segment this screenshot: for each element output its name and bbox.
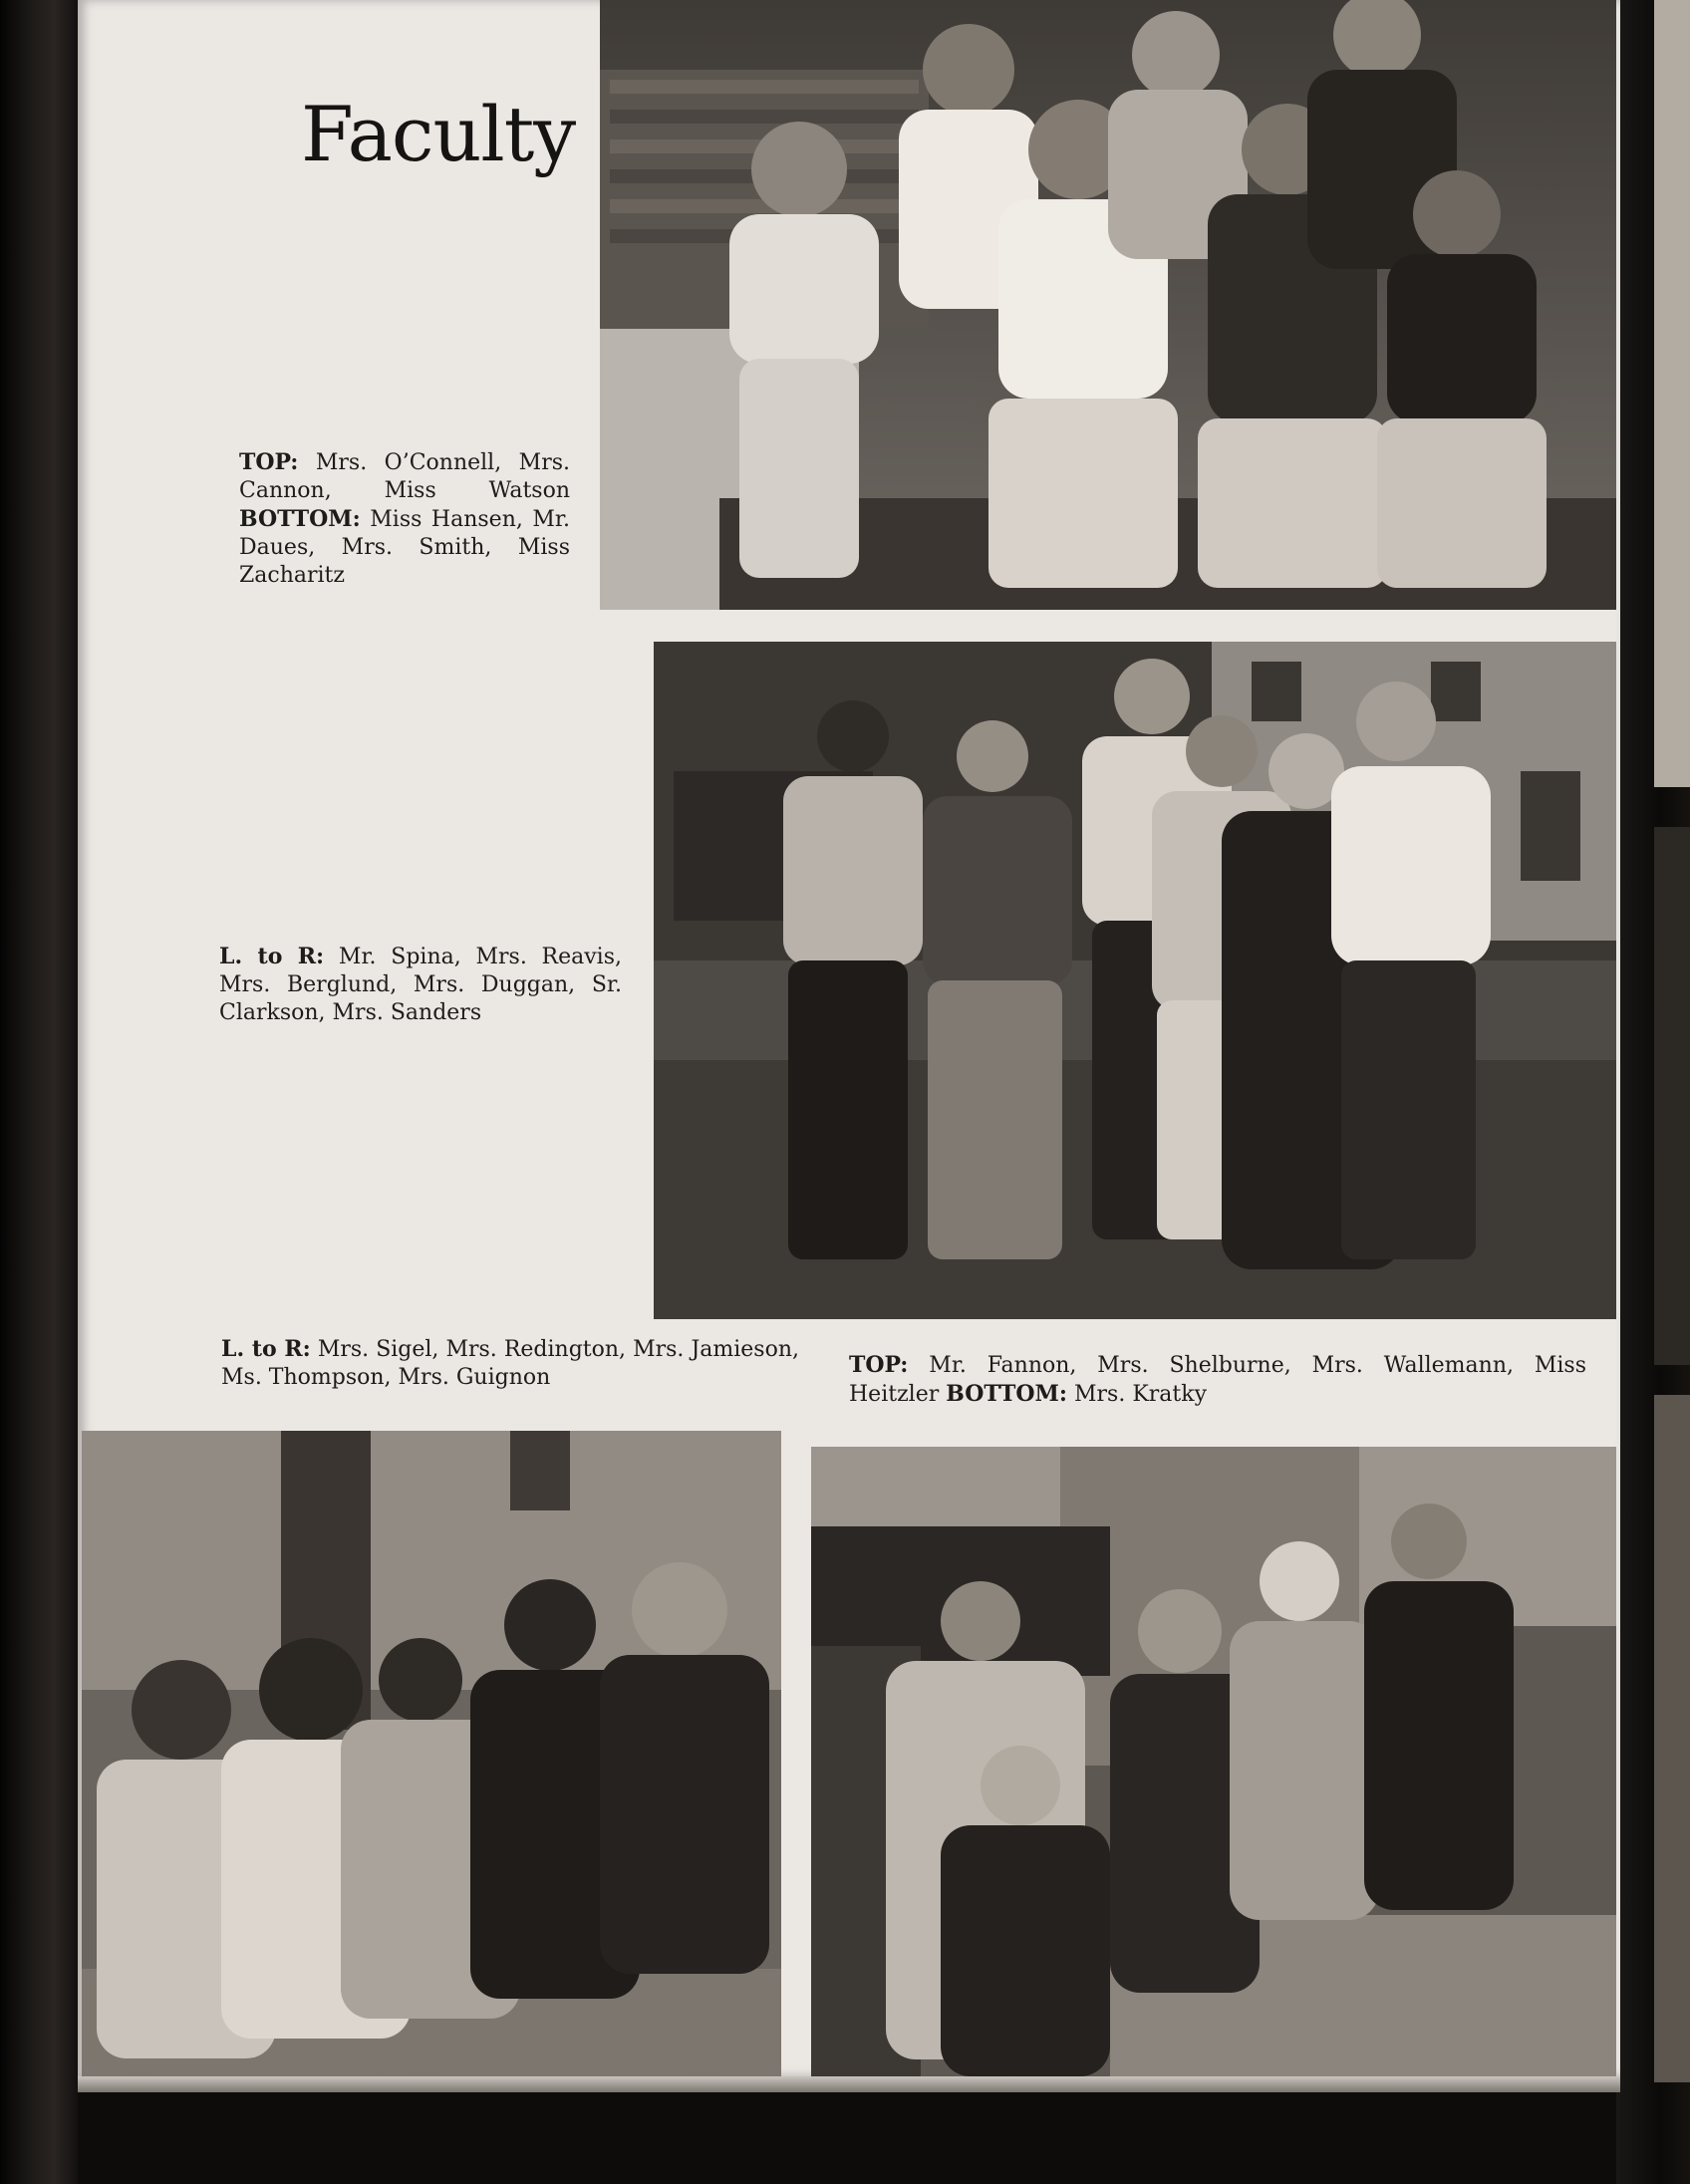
caption-names-top-row: Mrs. O’Connell, Mrs. Cannon, Miss Watson [239,450,570,503]
adjacent-page-sliver [1654,1395,1690,2082]
page-title: Faculty [301,90,576,178]
caption-names-bottom-row: Mrs. Kratky [1067,1382,1207,1407]
page-bottom-edge [78,2076,1620,2092]
faculty-photo-bottom-right [811,1447,1616,2076]
caption-label-bottom: BOTTOM: [239,506,361,532]
caption-bottom-right-photo [849,1351,1586,1409]
caption-label-top: TOP: [849,1352,909,1378]
photo-scene-middle [654,642,1616,1319]
caption-label-bottom: BOTTOM: [946,1381,1068,1407]
caption-names-top-row: Mr. Fannon, Mrs. Shelburne, Mrs. Wallemann, Miss Heitzler [849,1353,1586,1407]
caption-names: Mr. Spina, Mrs. Reavis, Mrs. Berglund, Mrs. Duggan, Sr. Clarkson, Mrs. Sanders [219,945,623,1025]
caption-names-bottom-row: Miss Hansen, Mr. Daues, Mrs. Smith, Miss Zacharitz [239,507,570,588]
photo-scene-bottom-right [811,1447,1616,2076]
book-binding-left [0,0,78,2184]
photo-scene-top [600,0,1616,610]
adjacent-page-sliver [1654,0,1690,787]
adjacent-page-sliver [1654,827,1690,1365]
caption-middle-photo [219,943,622,1027]
caption-label-left-to-right: L. to R: [221,1336,311,1362]
caption-bottom-left-photo [221,1335,799,1392]
faculty-photo-bottom-left [82,1431,781,2076]
caption-label-left-to-right: L. to R: [219,944,325,969]
photo-scene-bottom-left [82,1431,781,2076]
faculty-photo-middle [654,642,1616,1319]
caption-names: Mrs. Sigel, Mrs. Redington, Mrs. Jamieson, Ms. Thompson, Mrs. Guignon [221,1337,799,1390]
faculty-photo-top [600,0,1616,610]
caption-label-top: TOP: [239,449,299,475]
caption-top-photo [239,448,570,590]
